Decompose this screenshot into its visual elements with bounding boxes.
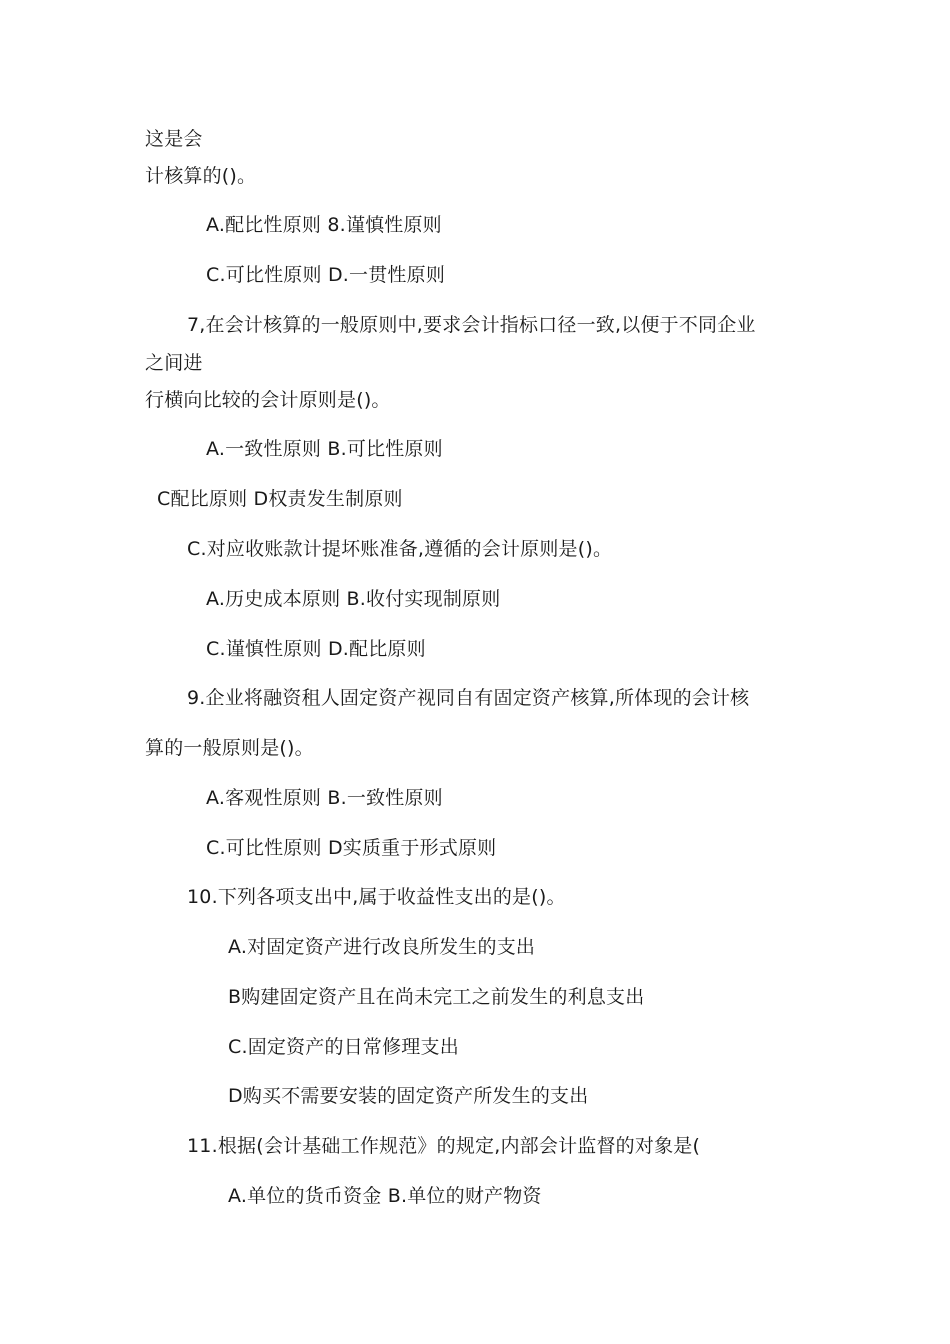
question-9-line-2: 算的一般原则是()。 [145,737,314,759]
question-7-option-ab: A.一致性原则 B.可比性原则 [206,438,443,460]
text-line-fragment: 这是会 [145,128,203,150]
question-10-option-d: D购买不需要安装的固定资产所发生的支出 [228,1085,589,1107]
question-7-line-3: 行横向比较的会计原则是()。 [145,389,391,411]
question-7-option-cd: C配比原则 D权责发生制原则 [157,488,403,510]
question-10-text: 10.下列各项支出中,属于收益性支出的是()。 [187,886,566,908]
question-10-option-c: C.固定资产的日常修理支出 [228,1036,459,1058]
question-8-option-ab: A.历史成本原则 B.收付实现制原则 [206,588,501,610]
question-10-option-a: A.对固定资产进行改良所发生的支出 [228,936,536,958]
option-line-ab: A.配比性原则 8.谨慎性原则 [206,214,442,236]
question-11-text: 11.根据(会计基础工作规范》的规定,内部会计监督的对象是( [187,1135,701,1157]
question-7-line-2: 之间进 [145,352,203,374]
text-line-question-end: 计核算的()。 [145,165,257,187]
question-8-option-cd: C.谨慎性原则 D.配比原则 [206,638,426,660]
question-9-option-ab: A.客观性原则 B.一致性原则 [206,787,443,809]
question-9-option-cd: C.可比性原则 D实质重于形式原则 [206,837,497,859]
question-11-option-ab: A.单位的货币资金 B.单位的财产物资 [228,1185,542,1207]
question-8-text: C.对应收账款计提坏账准备,遵循的会计原则是()。 [187,538,613,560]
question-10-option-b: B购建固定资产且在尚未完工之前发生的利息支出 [228,986,645,1008]
question-9-line-1: 9.企业将融资租人固定资产视同自有固定资产核算,所体现的会计核 [187,687,750,709]
option-line-cd: C.可比性原则 D.一贯性原则 [206,264,446,286]
question-7-line-1: 7,在会计核算的一般原则中,要求会计指标口径一致,以便于不同企业 [187,314,756,336]
